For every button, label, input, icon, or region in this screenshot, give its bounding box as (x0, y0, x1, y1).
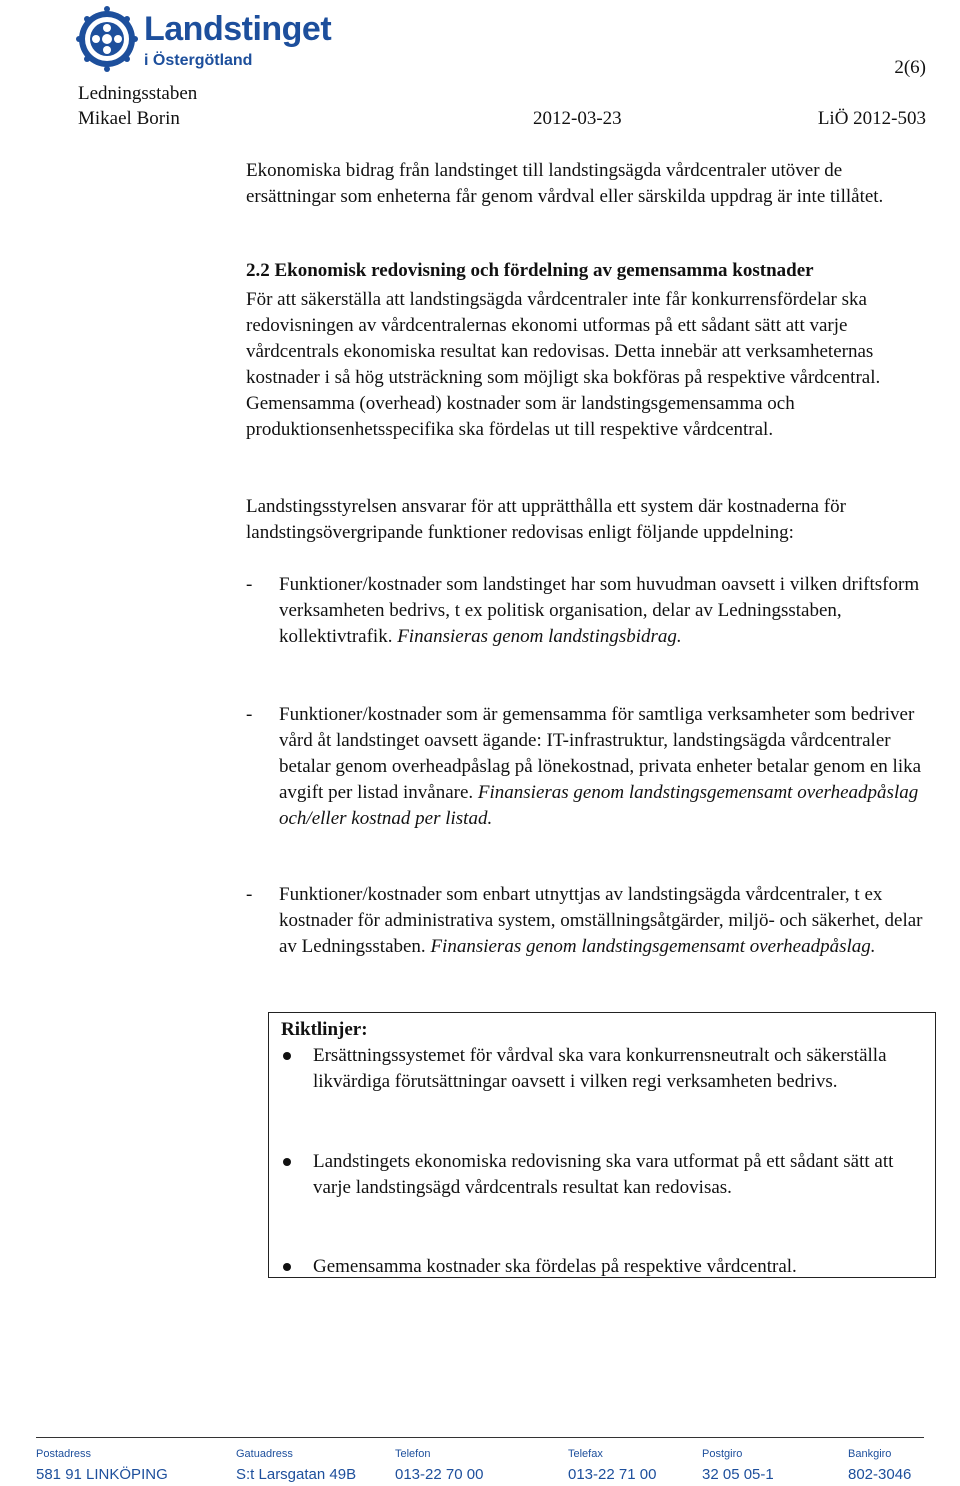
footer-postadress (36, 1448, 168, 1483)
footer-value: 013-22 70 00 (395, 1466, 484, 1483)
document-reference: LiÖ 2012-503 (817, 108, 926, 129)
footer-value: 802-3046 (848, 1466, 912, 1483)
footer-gatuadress (236, 1448, 356, 1483)
bullet-icon (283, 1263, 291, 1271)
footer-value: 581 91 LINKÖPING (36, 1466, 168, 1483)
department: Ledningsstaben (78, 83, 198, 104)
guideline-item (277, 1149, 917, 1201)
list-item-financing: Finansieras genom landstingsgemensamt overheadpåslag och/eller kostnad per listad. (279, 782, 919, 829)
list-dash: - (246, 884, 253, 905)
list-item-financing: Finansieras genom landstingsgemensamt overheadpåslag. (430, 936, 876, 957)
footer-value: S:t Larsgatan 49B (236, 1466, 357, 1483)
list-item-financing: Finansieras genom landstingsbidrag. (397, 626, 682, 647)
footer-label: Telefon (395, 1448, 431, 1460)
section-heading: 2.2 Ekonomisk redovisning och fördelning av gemensamma kostnader (246, 260, 814, 281)
list-item (246, 702, 936, 832)
footer-label: Telefax (568, 1448, 603, 1460)
guideline-item (277, 1043, 917, 1095)
author: Mikael Borin (78, 108, 180, 129)
footer-value: 32 05 05-1 (702, 1466, 774, 1483)
footer-telefon (395, 1448, 483, 1483)
guidelines-title: Riktlinjer: (281, 1019, 368, 1040)
list-item-text: Funktioner/kostnader som landstinget har som huvudman oavsett i vilken driftsform verksamheten bedrivs, t ex politisk organisation, delar av Ledningsstaben, kollektivtrafik. (279, 574, 920, 647)
bullet-icon (283, 1052, 291, 1060)
list-item-text: Funktioner/kostnader som enbart utnyttjas av landstingsägda vårdcentraler, t ex kostnader för administrativa system, omställningsåtgärder, miljö- och säkerhet, delar av Ledningsstaben. (279, 884, 923, 957)
responsibility-paragraph: Landstingsstyrelsen ansvarar för att upprätthålla ett system där kostnaderna för landstingsövergripande funktioner redovisas enligt följande uppdelning: (246, 496, 846, 543)
guideline-item (277, 1254, 917, 1280)
page-number: 2(6) (894, 57, 926, 78)
footer-postgiro (702, 1448, 774, 1483)
document-date: 2012-03-23 (533, 108, 622, 129)
footer-label: Postgiro (702, 1448, 743, 1460)
guideline-text: Landstingets ekonomiska redovisning ska vara utformat på ett sådant sätt att varje landstingsägd vårdcentrals resultat kan redovisas. (313, 1151, 894, 1198)
footer-bankgiro (848, 1448, 911, 1483)
footer-divider (36, 1437, 924, 1438)
footer-label: Postadress (36, 1448, 92, 1460)
logo-subtitle: i Östergötland (144, 52, 253, 69)
footer-label: Gatuadress (236, 1448, 293, 1460)
list-dash: - (246, 704, 253, 725)
bullet-icon (283, 1158, 291, 1166)
footer-label: Bankgiro (848, 1448, 892, 1460)
section-paragraph: För att säkerställa att landstingsägda vårdcentraler inte får konkurrensfördelar ska redovisningen av vårdcentralernas ekonomi utformas på ett sådant sätt att varje vårdcentrals ekonomiska resultat kan redovisas. Detta innebär att verksamheternas kostnader i så hög utsträckning som möjligt ska bokföras på respektive vårdcentral. Gemensamma (overhead) kostnader som är landstingsgemensamma och produktionsenhetsspecifika ska fördelas ut till respektive vårdcentral. (246, 289, 881, 440)
guideline-text: Gemensamma kostnader ska fördelas på respektive vårdcentral. (313, 1256, 797, 1277)
landstinget-logo (76, 6, 366, 74)
guidelines-box (268, 1012, 936, 1278)
list-item-text: Funktioner/kostnader som är gemensamma för samtliga verksamheter som bedriver vård åt landstinget oavsett ägande: IT-infrastruktur, landstingsägda vårdcentraler betalar genom overheadpåslag på lönekostnad, privata enheter betalar genom en lika avgift per listad invånare. (279, 704, 922, 803)
footer-telefax (568, 1448, 656, 1483)
intro-paragraph: Ekonomiska bidrag från landstinget till landstingsägda vårdcentraler utöver de ersättningar som enheterna får genom vårdval eller särskilda uppdrag är inte tillåtet. (246, 160, 884, 207)
list-item (246, 882, 936, 960)
list-dash: - (246, 574, 253, 595)
crest-icon (76, 6, 138, 72)
list-item (246, 572, 936, 650)
logo-wordmark: Landstinget (144, 10, 332, 48)
guideline-text: Ersättningssystemet för vårdval ska vara konkurrensneutralt och säkerställa likvärdiga förutsättningar oavsett i vilken regi verksamheten bedrivs. (313, 1045, 887, 1092)
footer-value: 013-22 71 00 (568, 1466, 657, 1483)
